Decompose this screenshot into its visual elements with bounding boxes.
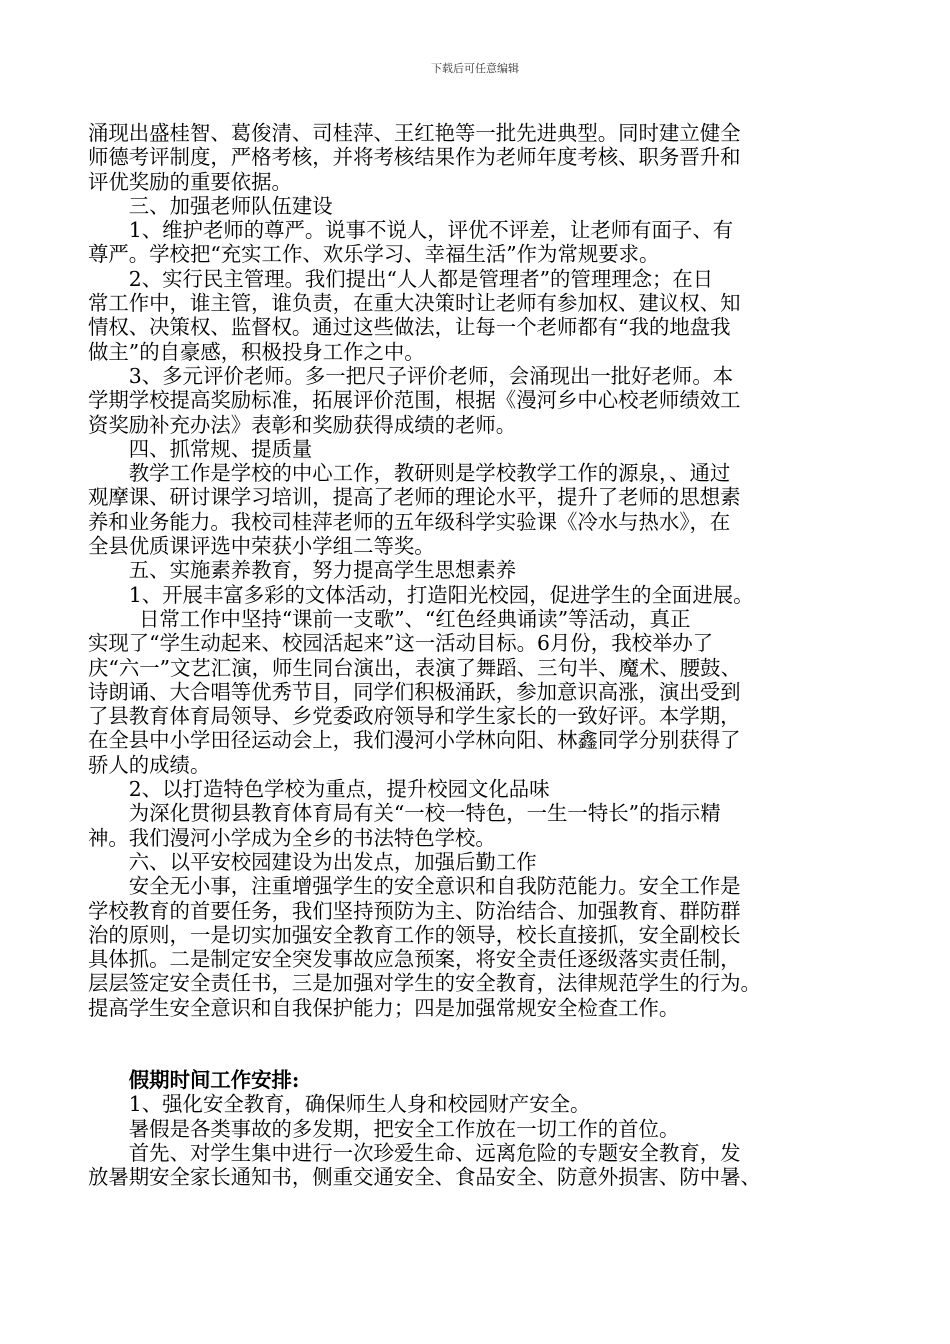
text-line: 在全县中小学田径运动会上，我们漫河小学林向阳、林鑫同学分别获得了 bbox=[88, 728, 741, 753]
text-line: 治的原则，一是切实加强安全教育工作的领导，校长直接抓，安全副校长 bbox=[88, 922, 741, 947]
text-line: 学校教育的首要任务，我们坚持预防为主、防治结合、加强教育、群防群 bbox=[88, 898, 741, 923]
text-line: 诗朗诵、大合唱等优秀节目，同学们积极涌跃，参加意识高涨，演出受到 bbox=[88, 679, 741, 704]
text-line: 1、开展丰富多彩的文体活动，打造阳光校园，促进学生的全面进展。 bbox=[128, 582, 754, 607]
text-line: 全县优质课评选中荣获小学组二等奖。 bbox=[88, 534, 435, 559]
text-line: 六、以平安校园建设为出发点，加强后勤工作 bbox=[128, 849, 537, 874]
text-line: 常工作中，谁主管，谁负责，在重大决策时让老师有参加权、建议权、知 bbox=[88, 291, 741, 316]
text-line: 学期学校提高奖励标准，拓展评价范围，根据《漫河乡中心校老师绩效工 bbox=[88, 388, 741, 413]
text-line: 尊严。学校把“充实工作、欢乐学习、幸福生活”作为常规要求。 bbox=[88, 242, 660, 267]
text-line: 实现了“学生动起来、校园活起来”这一活动目标。6月份，我校举办了 bbox=[88, 631, 714, 656]
text-line: 日常工作中坚持“课前一支歌”、“红色经典诵读”等活动，真正 bbox=[139, 606, 691, 631]
text-line: 为深化贯彻县教育体育局有关“一校一特色，一生一特长”的指示精 bbox=[128, 801, 721, 826]
text-line: 养和业务能力。我校司桂萍老师的五年级科学实验课《冷水与热水》，在 bbox=[88, 509, 731, 534]
paragraph-gap bbox=[88, 1020, 858, 1068]
text-line: 提高学生安全意识和自我保护能力；四是加强常规安全检查工作。 bbox=[88, 995, 680, 1020]
text-line: 暑假是各类事故的多发期，把安全工作放在一切工作的首位。 bbox=[128, 1116, 680, 1141]
text-line: 观摩课、研讨课学习培训，提高了老师的理论水平，提升了老师的思想素 bbox=[88, 485, 741, 510]
text-line: 情权、决策权、监督权。通过这些做法，让每一个老师都有“我的地盘我 bbox=[88, 315, 731, 340]
text-line: 五、实施素养教育，努力提高学生思想素养 bbox=[128, 558, 517, 583]
section-heading: 假期时间工作安排: bbox=[128, 1067, 300, 1092]
text-line: 2、以打造特色学校为重点，提升校园文化品味 bbox=[128, 777, 550, 802]
text-line: 做主”的自豪感，积极投身工作之中。 bbox=[88, 339, 425, 364]
text-line: 了县教育体育局领导、乡党委政府领导和学生家长的一致好评。本学期， bbox=[88, 704, 741, 729]
text-line: 首先、对学生集中进行一次珍爱生命、远离危险的专题安全教育，发 bbox=[128, 1140, 741, 1165]
text-line: 安全无小事，注重增强学生的安全意识和自我防范能力。安全工作是 bbox=[128, 874, 741, 899]
text-line: 庆“六一”文艺汇演，师生同台演出，表演了舞蹈、三句半、魔术、腰鼓、 bbox=[88, 655, 741, 680]
text-line: 3、多元评价老师。多一把尺子评价老师，会涌现出一批好老师。本 bbox=[128, 363, 734, 388]
text-line: 1、维护老师的尊严。说事不说人，评优不评差，让老师有面子、有 bbox=[128, 218, 734, 243]
text-line: 1、强化安全教育，确保师生人身和校园财产安全。 bbox=[128, 1092, 591, 1117]
text-line: 四、抓常规、提质量 bbox=[128, 436, 313, 461]
text-line: 师德考评制度，严格考核，并将考核结果作为老师年度考核、职务晋升和 bbox=[88, 145, 741, 170]
text-line: 教学工作是学校的中心工作，教研则是学校教学工作的源泉，、通过 bbox=[128, 461, 731, 486]
text-line: 具体抓。二是制定安全突发事故应急预案，将安全责任逐级落实责任制， bbox=[88, 947, 741, 972]
body-text bbox=[88, 121, 858, 1189]
text-line: 资奖励补充办法》表彰和奖励获得成绩的老师。 bbox=[88, 412, 517, 437]
text-line: 三、加强老师队伍建设 bbox=[128, 193, 333, 218]
text-line: 评优奖励的重要依据。 bbox=[88, 169, 292, 194]
text-line: 层层签定安全责任书，三是加强对学生的安全教育，法律规范学生的行为。 bbox=[88, 971, 761, 996]
text-line: 放暑期安全家长通知书，侧重交通安全、食品安全、防意外损害、防中暑、 bbox=[88, 1165, 761, 1190]
text-line: 骄人的成绩。 bbox=[88, 752, 211, 777]
text-line: 神。我们漫河小学成为全乡的书法特色学校。 bbox=[88, 825, 496, 850]
header-note: 下载后可任意编辑 bbox=[431, 62, 519, 75]
text-line: 2、实行民主管理。我们提出“人人都是管理者”的管理理念；在日 bbox=[128, 266, 714, 291]
text-line: 涌现出盛桂智、葛俊清、司桂萍、王红艳等一批先进典型。同时建立健全 bbox=[88, 121, 741, 145]
